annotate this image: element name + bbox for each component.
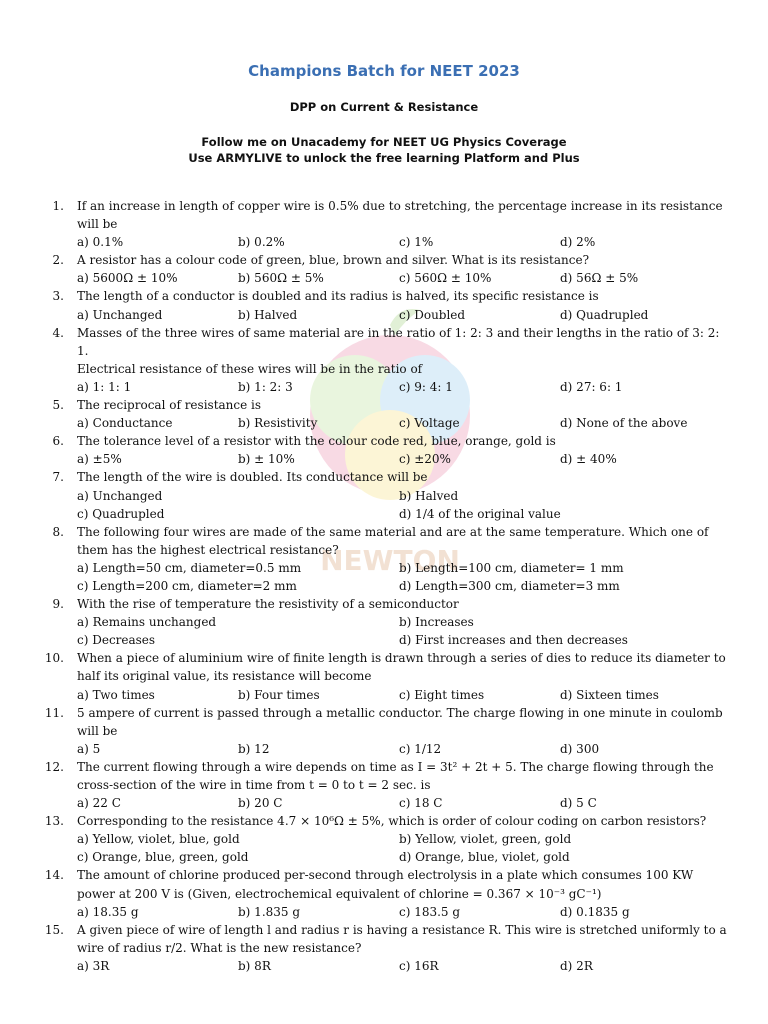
option: c) 16R	[399, 958, 439, 973]
page-subtitle: DPP on Current & Resistance	[289, 100, 479, 114]
options-row	[77, 306, 730, 324]
option: d) 2%	[560, 235, 596, 250]
question-text: them has the highest electrical resistance?	[77, 542, 339, 557]
option: a) 1: 1: 1	[77, 379, 132, 394]
option: d) 1/4 of the original value	[399, 506, 561, 521]
option: c) Orange, blue, green, gold	[77, 850, 249, 865]
question-text: will be	[77, 217, 118, 232]
question-text: Corresponding to the resistance 4.7 × 10⁶Ω ± 5%, which is order of colour coding on carbon resistors?	[77, 814, 707, 829]
question-text: A resistor has a colour code of green, blue, brown and silver. What is its resistance?	[77, 253, 590, 268]
option: d) 0.1835 g	[560, 904, 630, 919]
question-number: 3.	[52, 289, 64, 304]
option: b) 20 C	[238, 796, 283, 811]
option: d) Length=300 cm, diameter=3 mm	[399, 578, 620, 593]
question-text: The tolerance level of a resistor with the colour code red, blue, orange, gold is	[77, 434, 556, 449]
option: a) 18.35 g	[77, 904, 139, 919]
option: a) Conductance	[77, 416, 173, 431]
option: b) Halved	[238, 307, 298, 322]
question-item	[40, 649, 730, 703]
option: c) 560Ω ± 10%	[399, 271, 492, 286]
option: c) 1%	[399, 235, 434, 250]
option: a) 5600Ω ± 10%	[77, 271, 178, 286]
follow-line-2: Use ARMYLIVE to unlock the free learning Platform and Plus	[188, 151, 580, 165]
question-text: power at 200 V is (Given, electrochemical equivalent of chlorine = 0.367 × 10⁻³ gC⁻¹)	[77, 886, 602, 901]
option: a) Unchanged	[77, 307, 163, 322]
option: b) 8R	[238, 958, 271, 973]
option: c) ±20%	[399, 452, 451, 467]
options-row	[77, 957, 730, 975]
question-number: 13.	[44, 814, 64, 829]
options-row	[77, 740, 730, 758]
option: c) Eight times	[399, 687, 485, 702]
question-text: will be	[77, 723, 118, 738]
option: d) 300	[560, 741, 600, 756]
options-row	[77, 848, 730, 866]
option: a) 0.1%	[77, 235, 124, 250]
option: a) Length=50 cm, diameter=0.5 mm	[77, 560, 302, 575]
options-row	[77, 577, 730, 595]
option: b) Resistivity	[238, 416, 318, 431]
question-text: Electrical resistance of these wires will be in the ratio of	[77, 361, 423, 376]
question-item	[40, 251, 730, 287]
option: c) 18 C	[399, 796, 443, 811]
option: b) 560Ω ± 5%	[238, 271, 324, 286]
option: c) 183.5 g	[399, 904, 461, 919]
option: b) Yellow, violet, green, gold	[399, 832, 572, 847]
options-row	[77, 559, 730, 577]
option: b) Halved	[399, 488, 459, 503]
option: c) 9: 4: 1	[399, 379, 453, 394]
option: c) Voltage	[399, 416, 460, 431]
options-row	[77, 794, 730, 812]
question-number: 10.	[44, 651, 64, 666]
question-text: When a piece of aluminium wire of finite length is drawn through a series of dies to reduce its diameter to	[77, 651, 726, 666]
option: d) First increases and then decreases	[399, 633, 628, 648]
option: a) Yellow, violet, blue, gold	[77, 832, 240, 847]
option: a) Remains unchanged	[77, 615, 217, 630]
question-item	[40, 921, 730, 975]
question-text: The length of the wire is doubled. Its conductance will be	[77, 470, 428, 485]
option: c) 1/12	[399, 741, 442, 756]
option: c) Decreases	[77, 633, 156, 648]
option: b) Four times	[238, 687, 320, 702]
question-number: 8.	[52, 524, 64, 539]
question-list	[40, 197, 730, 975]
question-number: 14.	[44, 868, 64, 883]
option: d) 56Ω ± 5%	[560, 271, 639, 286]
question-item	[40, 324, 730, 396]
option: a) 5	[77, 741, 101, 756]
question-text: The amount of chlorine produced per-second through electrolysis in a plate which consumes 100 KW	[77, 868, 694, 883]
question-number: 2.	[52, 253, 64, 268]
question-number: 5.	[52, 398, 64, 413]
option: b) 12	[238, 741, 270, 756]
options-row	[77, 505, 730, 523]
option: d) 27: 6: 1	[560, 379, 623, 394]
option: b) Increases	[399, 615, 474, 630]
question-item	[40, 595, 730, 649]
option: b) 1: 2: 3	[238, 379, 293, 394]
question-number: 4.	[52, 325, 64, 340]
option: b) Length=100 cm, diameter= 1 mm	[399, 560, 624, 575]
question-item	[40, 468, 730, 522]
question-item	[40, 758, 730, 812]
option: d) 2R	[560, 958, 593, 973]
question-text: Masses of the three wires of same material are in the ratio of 1: 2: 3 and their lengths in the ratio of 3: 2: 1.	[77, 325, 720, 358]
option: d) Sixteen times	[560, 687, 659, 702]
option: a) ±5%	[77, 452, 122, 467]
options-row	[77, 450, 730, 468]
question-text: half its original value, its resistance will become	[77, 669, 372, 684]
option: a) Unchanged	[77, 488, 163, 503]
question-text: cross-section of the wire in time from t = 0 to t = 2 sec. is	[77, 778, 431, 792]
question-item	[40, 432, 730, 468]
option: b) ± 10%	[238, 452, 295, 467]
question-text: The following four wires are made of the same material and are at the same temperature. Which one of	[77, 524, 709, 539]
question-text: The length of a conductor is doubled and its radius is halved, its specific resistance is	[77, 289, 599, 304]
option: d) Quadrupled	[560, 307, 649, 322]
options-row	[77, 414, 730, 432]
option: c) Quadrupled	[77, 506, 165, 521]
options-row	[77, 830, 730, 848]
option: d) None of the above	[560, 416, 688, 431]
option: d) ± 40%	[560, 452, 617, 467]
question-number: 11.	[44, 705, 64, 720]
options-row	[77, 613, 730, 631]
options-row	[77, 903, 730, 921]
option: a) 3R	[77, 958, 110, 973]
follow-note	[0, 134, 768, 166]
question-item	[40, 812, 730, 866]
options-row	[77, 378, 730, 396]
options-row	[77, 631, 730, 649]
option: d) Orange, blue, violet, gold	[399, 850, 570, 865]
question-item	[40, 287, 730, 323]
watermark-text: NEWTON	[320, 544, 460, 577]
question-number: 15.	[44, 922, 64, 937]
options-row	[77, 233, 730, 251]
options-row	[77, 686, 730, 704]
option: a) 22 C	[77, 796, 121, 811]
question-number: 6.	[52, 434, 64, 449]
question-text: 5 ampere of current is passed through a metallic conductor. The charge flowing in one minute in coulomb	[77, 705, 723, 720]
question-number: 9.	[52, 597, 64, 612]
question-item	[40, 523, 730, 595]
page-title: Champions Batch for NEET 2023	[248, 62, 520, 80]
question-text: The reciprocal of resistance is	[77, 398, 262, 413]
option: b) 1.835 g	[238, 904, 301, 919]
question-item	[40, 866, 730, 920]
follow-line-1: Follow me on Unacademy for NEET UG Physics Coverage	[201, 135, 567, 149]
question-text: With the rise of temperature the resistivity of a semiconductor	[77, 597, 459, 612]
question-item	[40, 704, 730, 758]
question-text: wire of radius r/2. What is the new resistance?	[77, 940, 362, 955]
question-text: The current flowing through a wire depends on time as I = 3t² + 2t + 5. The charge flowing through the	[77, 759, 714, 774]
option: b) 0.2%	[238, 235, 285, 250]
option: c) Doubled	[399, 307, 466, 322]
question-item	[40, 197, 730, 251]
question-number: 1.	[52, 199, 64, 213]
options-row	[77, 487, 730, 505]
option: d) 5 C	[560, 796, 597, 811]
question-text: If an increase in length of copper wire is 0.5% due to stretching, the percentage increase in its resistance	[77, 199, 723, 213]
question-number: 12.	[44, 759, 64, 774]
options-row	[77, 269, 730, 287]
question-item	[40, 396, 730, 432]
question-number: 7.	[52, 470, 64, 485]
option: c) Length=200 cm, diameter=2 mm	[77, 578, 297, 593]
option: a) Two times	[77, 687, 155, 702]
question-text: A given piece of wire of length l and radius r is having a resistance R. This wire is stretched uniformly to a	[77, 922, 727, 937]
